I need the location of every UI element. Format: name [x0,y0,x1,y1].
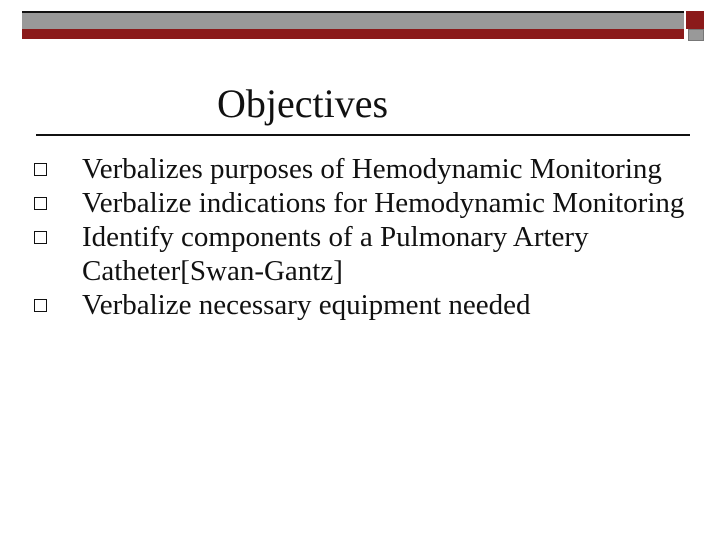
header-gray-stripe [22,11,684,29]
hollow-square-icon [34,197,47,210]
list-item [34,186,694,220]
corner-square-dark [686,11,704,29]
hollow-square-icon [34,299,47,312]
list-item [34,288,694,322]
corner-square-light [688,29,704,41]
title-underline [36,134,690,136]
hollow-square-icon [34,231,47,244]
list-item-text: Verbalizes purposes of Hemodynamic Monitoring [82,153,662,185]
list-item-text: Verbalize indications for Hemodynamic Monitoring [82,187,685,219]
header-decoration-band [22,11,684,39]
objectives-list [34,152,694,322]
list-item [34,220,694,288]
hollow-square-icon [34,163,47,176]
list-item-text: Identify components of a Pulmonary Artery Catheter[Swan-Gantz] [82,221,589,287]
list-item [34,152,694,186]
list-item-text: Verbalize necessary equipment needed [82,289,531,321]
slide-title: Objectives [216,81,389,126]
header-red-stripe [22,29,684,39]
